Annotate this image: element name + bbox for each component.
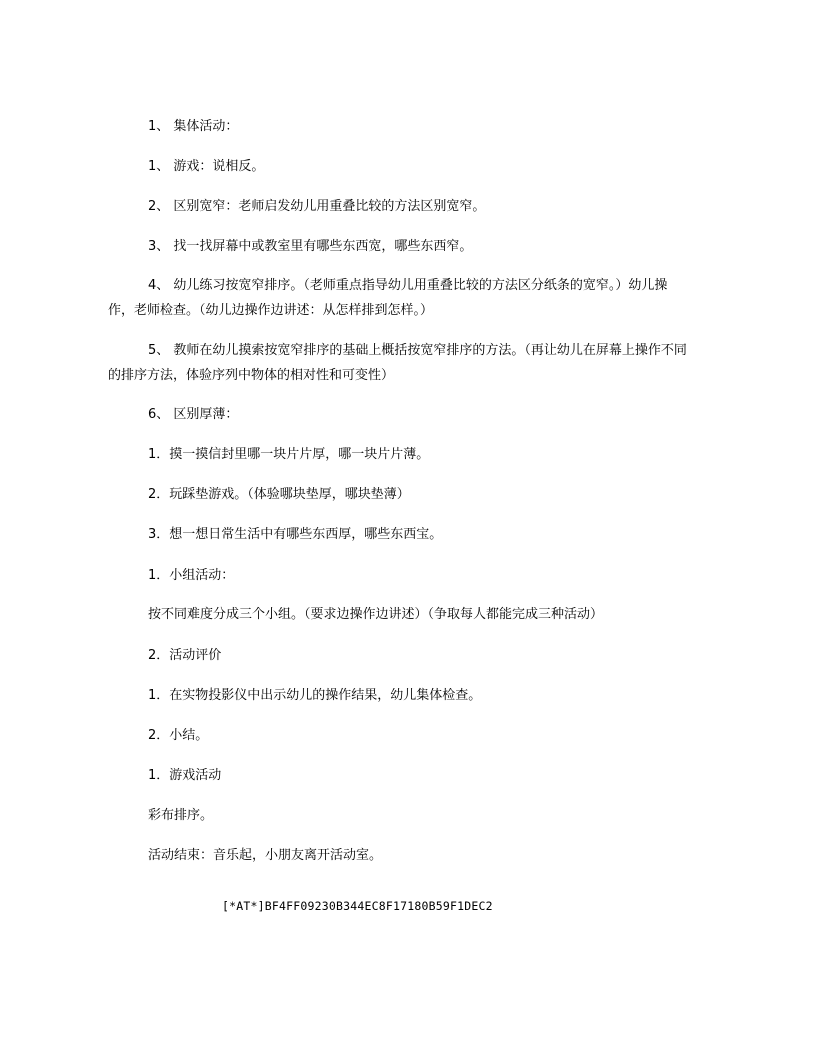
paragraph-cloth-sorting: 彩布排序。: [148, 808, 214, 823]
document-id-code: [*AT*]BF4FF09230B344EC8F17180B59F1DEC2: [222, 899, 493, 913]
paragraph-practice-sorting: 4、 幼儿练习按宽窄排序。（老师重点指导幼儿用重叠比较的方法区分纸条的宽窄。）幼儿操作，老师检查。（幼儿边操作边讲述：从怎样排到怎样。）: [108, 278, 668, 318]
paragraph-activity-evaluation: 2．活动评价: [148, 648, 222, 663]
paragraph-three-groups: 按不同难度分成三个小组。（要求边操作边讲述）（争取每人都能完成三种活动）: [148, 607, 604, 622]
paragraph-collective-activity: 1、 集体活动：: [148, 119, 239, 134]
paragraph-daily-life: 3．想一想日常生活中有哪些东西厚，哪些东西宝。: [148, 527, 443, 542]
paragraph-activity-end: 活动结束：音乐起，小朋友离开活动室。: [148, 848, 383, 863]
paragraph-game-opposites: 1、 游戏：说相反。: [148, 159, 265, 174]
paragraph-width-distinction: 2、 区别宽窄：老师启发幼儿用重叠比较的方法区别宽窄。: [148, 199, 486, 214]
paragraph-teacher-summary: 5、 教师在幼儿摸索按宽窄排序的基础上概括按宽窄排序的方法。（再让幼儿在屏幕上操作不同的排序方法，体验序列中物体的相对性和可变性）: [108, 343, 687, 383]
paragraph-group-activity: 1．小组活动：: [148, 568, 235, 583]
paragraph-find-wide-narrow: 3、 找一找屏幕中或教室里有哪些东西宽，哪些东西窄。: [148, 239, 473, 254]
paragraph-mat-game: 2．玩踩垫游戏。（体验哪块垫厚，哪块垫薄）: [148, 487, 410, 502]
paragraph-game-activity: 1．游戏活动: [148, 768, 222, 783]
paragraph-summary: 2．小结。: [148, 728, 209, 743]
paragraph-projector-results: 1．在实物投影仪中出示幼儿的操作结果，幼儿集体检查。: [148, 688, 482, 703]
paragraph-thickness-distinction: 6、 区别厚薄：: [148, 407, 239, 422]
paragraph-touch-envelope: 1．摸一摸信封里哪一块片片厚，哪一块片片薄。: [148, 447, 430, 462]
